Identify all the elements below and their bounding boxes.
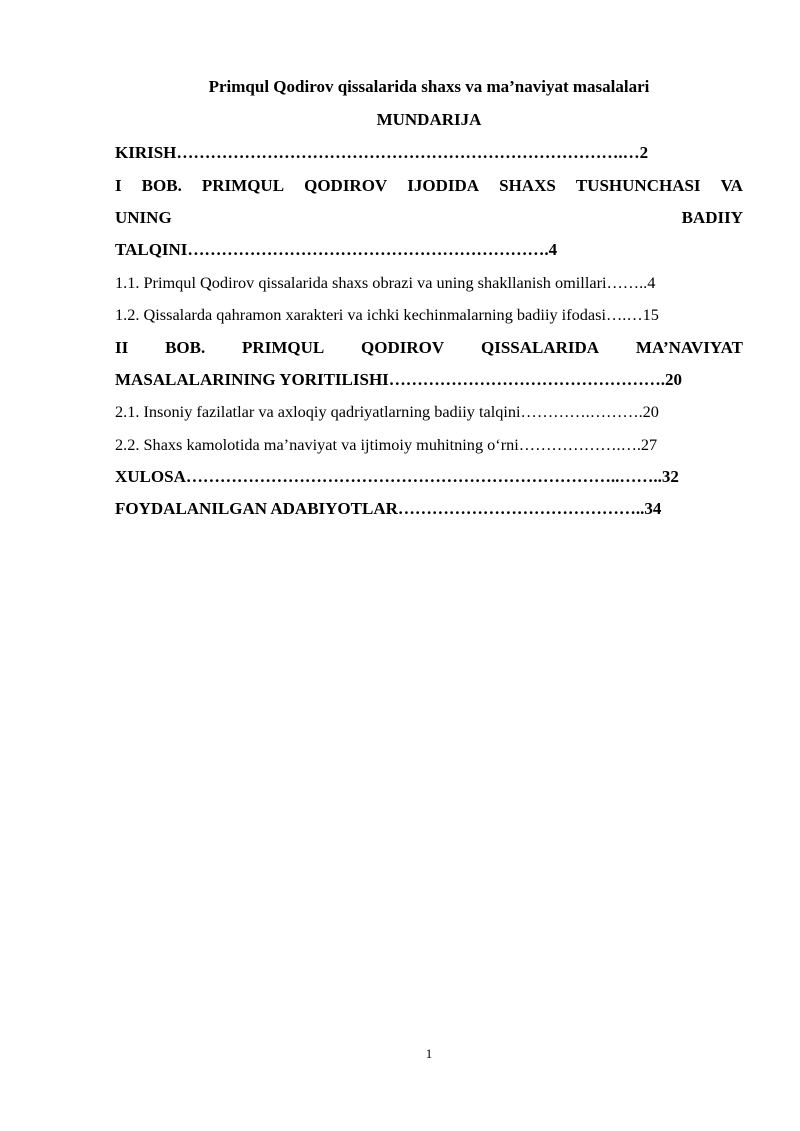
toc-entry-bob2-line2[interactable]: MASALALARINING YORITILISHI………………………………………….20: [115, 370, 683, 389]
toc-word: PRIMQUL: [242, 338, 325, 357]
toc-word: BOB.: [165, 338, 206, 357]
toc-word: IJODIDA: [407, 176, 480, 195]
toc-word: BADIIY: [681, 208, 743, 227]
toc-word: QODIROV: [361, 338, 445, 357]
toc-entry-bob1-line1[interactable]: [115, 175, 743, 197]
toc-entry-adabiyotlar[interactable]: FOYDALANILGAN ADABIYOTLAR……………………………………..34: [115, 499, 662, 518]
page-number: 1: [425, 1046, 433, 1061]
toc-heading: MUNDARIJA: [376, 110, 482, 129]
toc-entry-2-2[interactable]: 2.2. Shaxs kamolotida ma’naviyat va ijtimoiy muhitning o‘rni……………….….27: [115, 435, 658, 454]
toc-word: PRIMQUL: [201, 176, 285, 195]
toc-word: QODIROV: [304, 176, 388, 195]
toc-entry-bob1-line3[interactable]: TALQINI……………………………………………………….4: [115, 240, 558, 259]
toc-entry-bob2-line1[interactable]: [115, 337, 743, 359]
toc-word: QISSALARIDA: [481, 338, 600, 357]
toc-word: SHAXS: [499, 176, 556, 195]
toc-word: BOB.: [141, 176, 182, 195]
toc-entry-1-2[interactable]: 1.2. Qissalarda qahramon xarakteri va ichki kechinmalarning badiiy ifodasi….…15: [115, 305, 659, 324]
toc-entry-kirish[interactable]: KIRISH…………………………………………………………………….…2: [115, 143, 649, 162]
toc-word: MA’NAVIYAT: [635, 338, 743, 357]
toc-entry-2-1[interactable]: 2.1. Insoniy fazilatlar va axloqiy qadriyatlarning badiiy talqini………….……….20: [115, 402, 659, 421]
toc-word: VA: [720, 176, 743, 195]
toc-word: II: [115, 338, 129, 357]
toc-entry-bob1-line2[interactable]: [115, 207, 743, 229]
toc-entry-1-1[interactable]: 1.1. Primqul Qodirov qissalarida shaxs obrazi va uning shakllanish omillari……..4: [115, 273, 656, 292]
toc-word: I: [115, 176, 122, 195]
toc-word: UNING: [115, 208, 172, 227]
toc-word: TUSHUNCHASI: [575, 176, 701, 195]
document-title: Primqul Qodirov qissalarida shaxs va ma’naviyat masalalari: [208, 77, 650, 96]
toc-entry-xulosa[interactable]: XULOSA…………………………………………………………………..……..32: [115, 467, 679, 486]
